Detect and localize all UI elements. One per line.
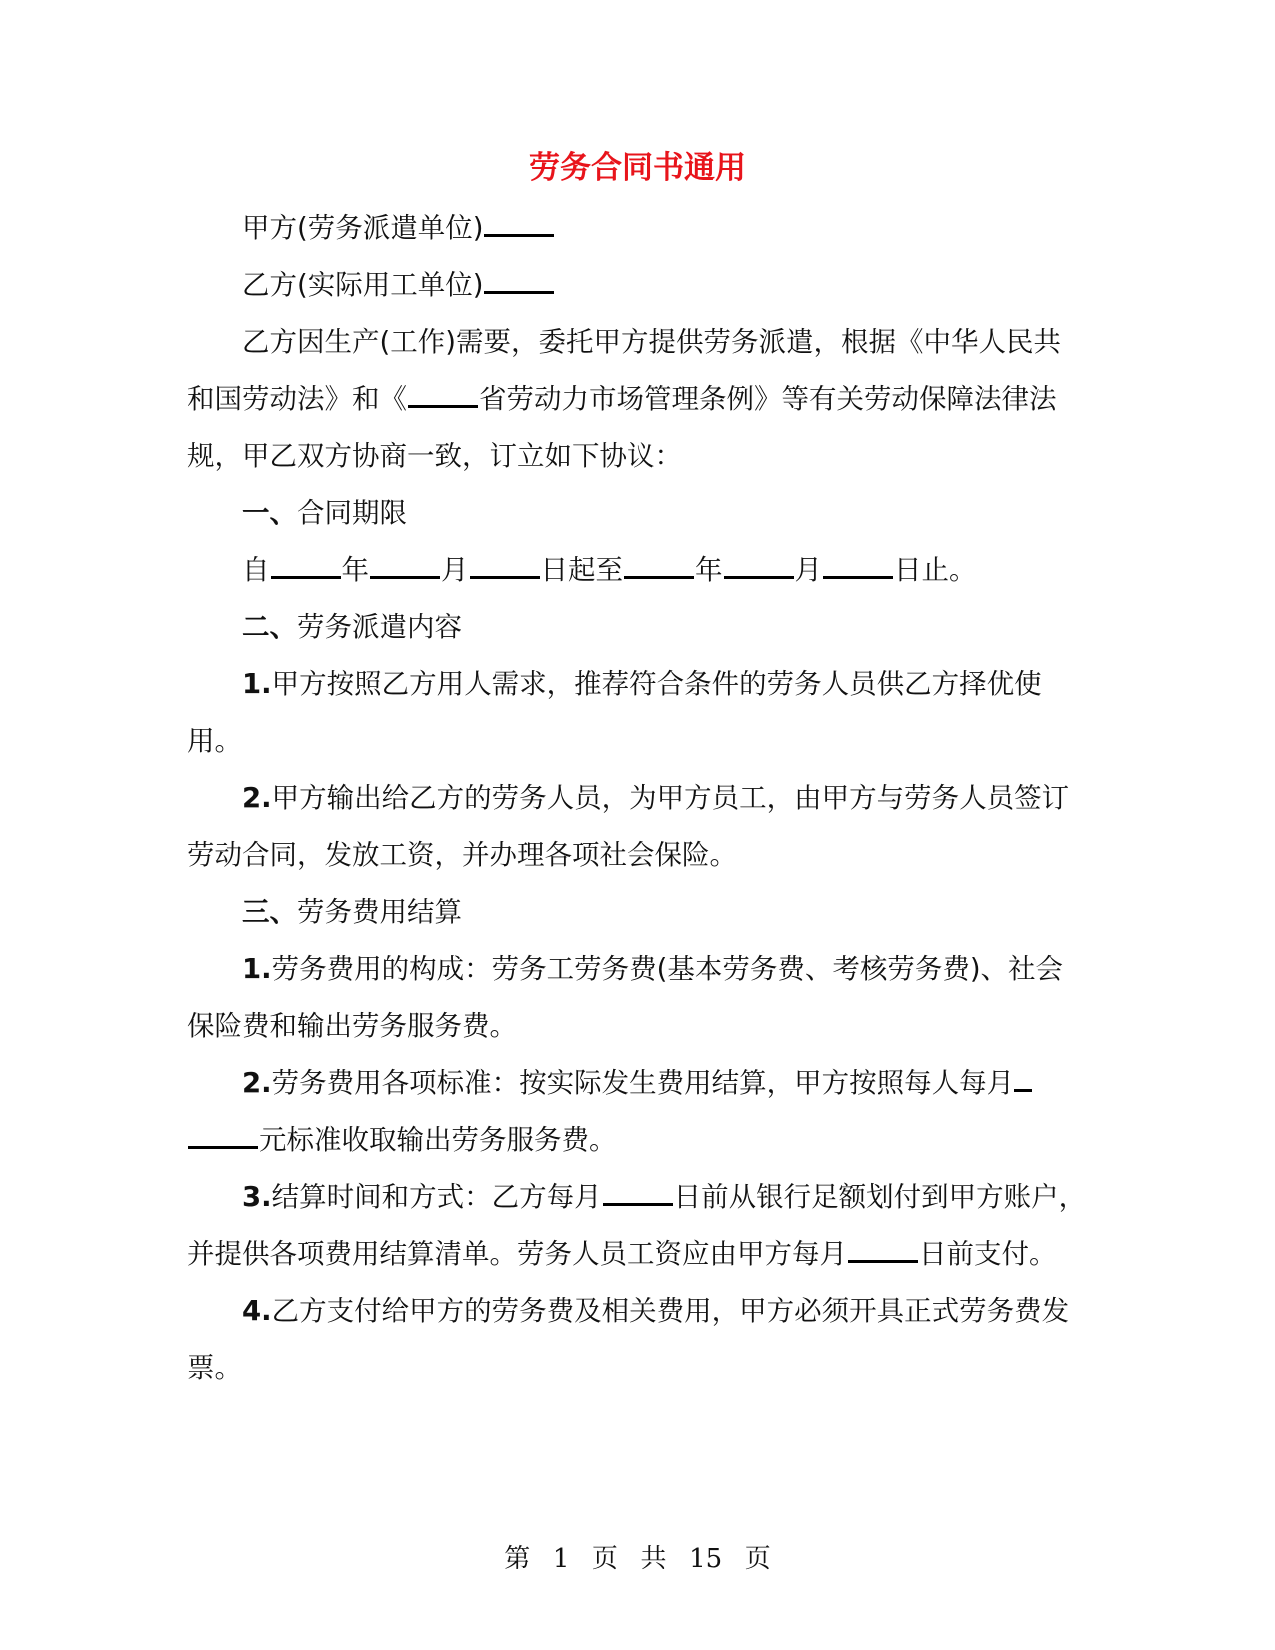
contract-period-line bbox=[187, 542, 1087, 599]
period-text: 日止。 bbox=[894, 554, 977, 586]
document-body bbox=[187, 200, 1087, 1397]
item-text: 劳务费用的构成：劳务工劳务费(基本劳务费、考核劳务费)、社会保险费和输出劳务服务费。 bbox=[187, 953, 1064, 1042]
section-2-item-2 bbox=[187, 770, 1087, 884]
item-text: 结算时间和方式：乙方每月 bbox=[271, 1181, 602, 1213]
province-blank bbox=[408, 380, 478, 408]
section-3-item-3 bbox=[187, 1169, 1087, 1283]
page-footer: 第 1 页 共 15 页 bbox=[504, 1544, 771, 1574]
end-month-blank bbox=[724, 551, 794, 579]
section-1-heading bbox=[187, 485, 1087, 542]
section-3-title: 劳务费用结算 bbox=[297, 896, 462, 928]
end-day-blank bbox=[823, 551, 893, 579]
item-number: 1. bbox=[242, 953, 272, 985]
section-3-heading bbox=[187, 884, 1087, 941]
payment-day-blank bbox=[603, 1178, 673, 1206]
party-a-line bbox=[187, 200, 1087, 257]
item-text: 甲方输出给乙方的劳务人员，为甲方员工，由甲方与劳务人员签订劳动合同，发放工资，并办理各项社会保险。 bbox=[187, 782, 1070, 871]
section-2-heading bbox=[187, 599, 1087, 656]
section-2-title: 劳务派遣内容 bbox=[297, 611, 462, 643]
period-text: 月 bbox=[441, 554, 469, 586]
party-b-label: 乙方(实际用工单位) bbox=[242, 269, 484, 301]
section-3-item-4 bbox=[187, 1283, 1087, 1397]
document-title: 劳务合同书通用 bbox=[529, 150, 746, 186]
item-number: 2. bbox=[242, 782, 272, 814]
start-month-blank bbox=[370, 551, 440, 579]
period-text: 年 bbox=[341, 554, 369, 586]
period-text: 年 bbox=[695, 554, 723, 586]
section-3-number: 三、 bbox=[242, 896, 297, 928]
intro-text-1: 乙方因生产(工作)需要，委托甲方提供劳务派遣，根据《中华人民共和国劳动法》和《 bbox=[187, 326, 1061, 415]
intro-text-2: 省劳动力市场管理条例》等有关劳动保障法律法规，甲乙双方协商一致，订立如下协议： bbox=[187, 383, 1057, 472]
item-number: 4. bbox=[242, 1295, 272, 1327]
item-text: 日前支付。 bbox=[919, 1238, 1057, 1270]
period-text: 日起至 bbox=[540, 554, 623, 586]
party-a-label: 甲方(劳务派遣单位) bbox=[242, 212, 484, 244]
start-day-blank bbox=[470, 551, 540, 579]
section-2-number: 二、 bbox=[242, 611, 297, 643]
end-year-blank bbox=[624, 551, 694, 579]
item-text: 甲方按照乙方用人需求，推荐符合条件的劳务人员供乙方择优使用。 bbox=[187, 668, 1042, 757]
section-1-title: 合同期限 bbox=[297, 497, 407, 529]
item-text: 日前从银行足额划付到甲方账户，并提供各项费用结算清单。劳务人员工资应由甲方每月 bbox=[187, 1181, 1087, 1270]
section-3-item-1 bbox=[187, 941, 1087, 1055]
party-a-blank bbox=[484, 209, 554, 237]
item-text: 劳务费用各项标准：按实际发生费用结算，甲方按照每人每月 bbox=[271, 1067, 1015, 1099]
item-text: 元标准收取输出劳务服务费。 bbox=[259, 1124, 617, 1156]
section-1-number: 一、 bbox=[242, 497, 297, 529]
period-text: 自 bbox=[242, 554, 270, 586]
salary-day-blank bbox=[848, 1235, 918, 1263]
period-text: 月 bbox=[794, 554, 822, 586]
item-number: 1. bbox=[242, 668, 272, 700]
intro-paragraph bbox=[187, 314, 1087, 485]
item-number: 3. bbox=[242, 1181, 272, 1213]
party-b-line bbox=[187, 257, 1087, 314]
item-number: 2. bbox=[242, 1067, 272, 1099]
item-text: 乙方支付给甲方的劳务费及相关费用，甲方必须开具正式劳务费发票。 bbox=[187, 1295, 1070, 1384]
service-fee-blank bbox=[188, 1121, 258, 1149]
party-b-blank bbox=[484, 266, 554, 294]
section-2-item-1 bbox=[187, 656, 1087, 770]
section-3-item-2 bbox=[187, 1055, 1087, 1169]
start-year-blank bbox=[271, 551, 341, 579]
service-fee-blank-start bbox=[1014, 1064, 1032, 1092]
